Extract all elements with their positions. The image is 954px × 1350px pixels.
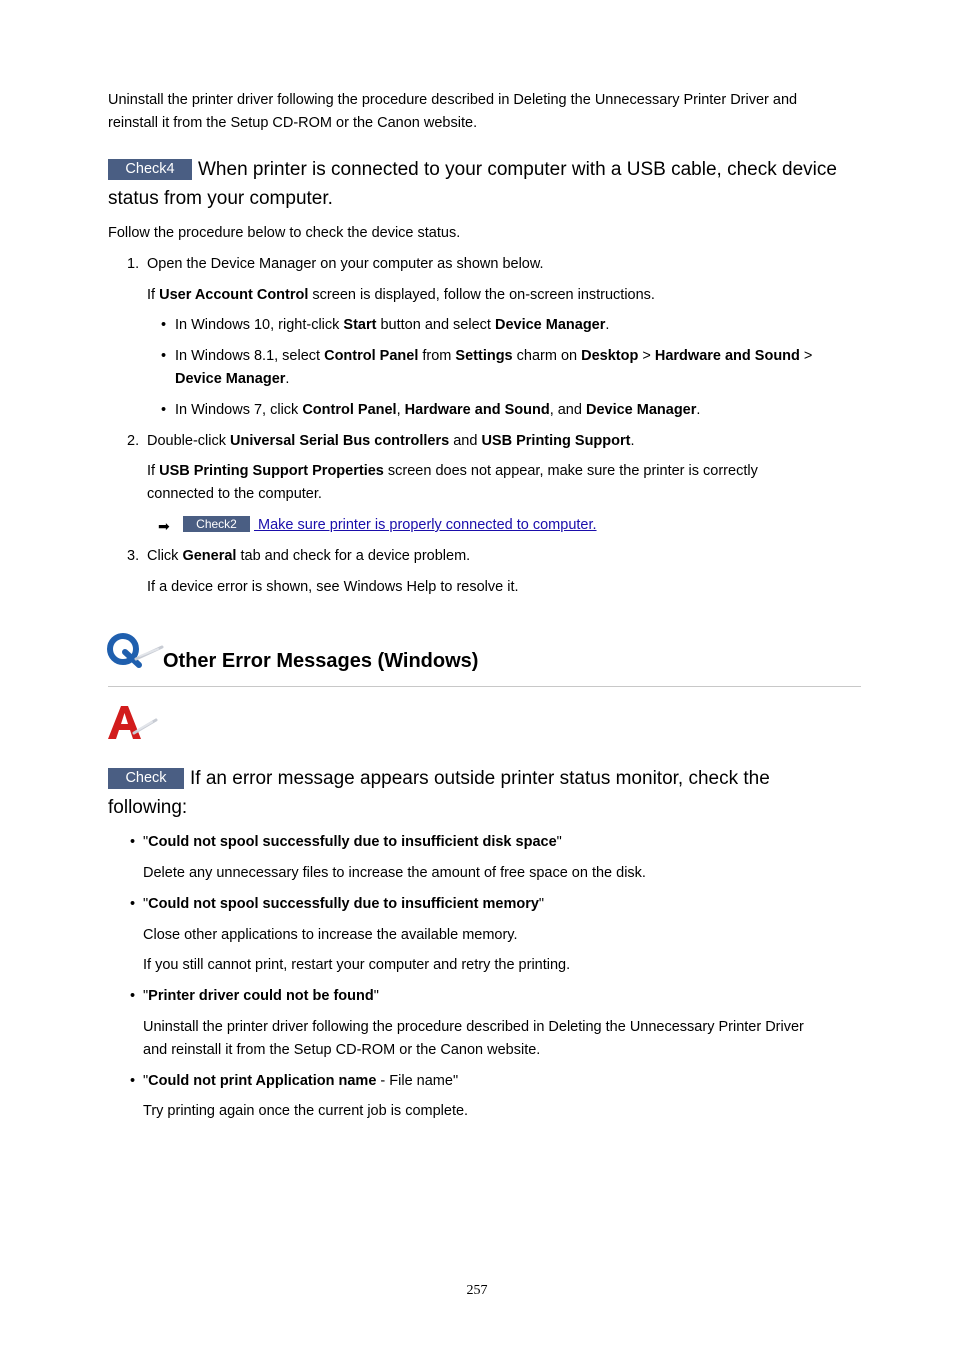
check4-heading: Check4 When printer is connected to your computer with a USB cable, check device status from your computer. <box>108 159 837 209</box>
check4-lead: Follow the procedure below to check the device status. <box>108 225 461 241</box>
answer-icon <box>106 703 158 741</box>
error-title: "Printer driver could not be found" <box>143 988 379 1004</box>
bullet-icon: • <box>161 348 167 364</box>
bullet-icon: • <box>161 317 167 333</box>
step-2-note: If USB Printing Support Properties screen does not appear, make sure the printer is correctly connected to the computer. <box>147 463 758 502</box>
error-description: If you still cannot print, restart your computer and retry the printing. <box>143 957 571 973</box>
arrow-right-icon: ➡ <box>158 518 170 534</box>
error-description: Close other applications to increase the available memory. <box>143 927 518 943</box>
question-icon <box>106 630 164 670</box>
error-title: "Could not spool successfully due to insufficient disk space" <box>143 834 562 850</box>
list-item: In Windows 8.1, select Control Panel from Settings charm on Desktop > Hardware and Sound > Device Manager. <box>175 348 813 387</box>
bullet-icon: • <box>130 896 136 912</box>
error-title: "Could not print Application name - File name" <box>143 1073 459 1089</box>
bullet-icon: • <box>161 402 167 418</box>
error-description: Uninstall the printer driver following the procedure described in Deleting the Unnecessary Printer Driver and reinstall it from the Setup CD-ROM or the Canon website. <box>143 1019 804 1058</box>
list-item: In Windows 10, right-click Start button and select Device Manager. <box>175 317 610 333</box>
section-divider <box>108 686 861 687</box>
bullet-icon: • <box>130 988 136 1004</box>
error-description: Try printing again once the current job is complete. <box>143 1103 469 1119</box>
intro-line-1: Uninstall the printer driver following the procedure described in Deleting the Unnecessary Printer Driver and <box>108 92 798 108</box>
step-1-text: Open the Device Manager on your computer as shown below. <box>147 256 544 272</box>
step-3-text: Click General tab and check for a device problem. <box>147 548 471 564</box>
section-title: Other Error Messages (Windows) <box>163 650 479 672</box>
intro-paragraph <box>108 89 797 135</box>
bullet-icon: • <box>130 834 136 850</box>
step-number: 2. <box>127 433 140 449</box>
check2-link-row <box>183 514 597 537</box>
error-description: Delete any unnecessary files to increase the amount of free space on the disk. <box>143 865 646 881</box>
step-1-note: If User Account Control screen is displayed, follow the on-screen instructions. <box>147 287 655 303</box>
step-number: 1. <box>127 256 140 272</box>
error-title: "Could not spool successfully due to insufficient memory" <box>143 896 545 912</box>
step-number: 3. <box>127 548 140 564</box>
bullet-icon: • <box>130 1073 136 1089</box>
list-item: In Windows 7, click Control Panel, Hardware and Sound, and Device Manager. <box>175 402 701 418</box>
step-2-text: Double-click Universal Serial Bus controllers and USB Printing Support. <box>147 433 635 449</box>
check-heading: Check If an error message appears outside printer status monitor, check the following: <box>108 768 770 818</box>
step-3-note: If a device error is shown, see Windows Help to resolve it. <box>147 579 519 595</box>
check2-link[interactable]: Make sure printer is properly connected to computer. <box>254 517 597 533</box>
check4-badge: Check4 <box>108 159 192 180</box>
check-badge: Check <box>108 768 184 789</box>
check2-badge: Check2 <box>183 516 250 532</box>
intro-line-2: reinstall it from the Setup CD-ROM or the Canon website. <box>108 115 478 131</box>
page-number: 257 <box>466 1283 488 1298</box>
